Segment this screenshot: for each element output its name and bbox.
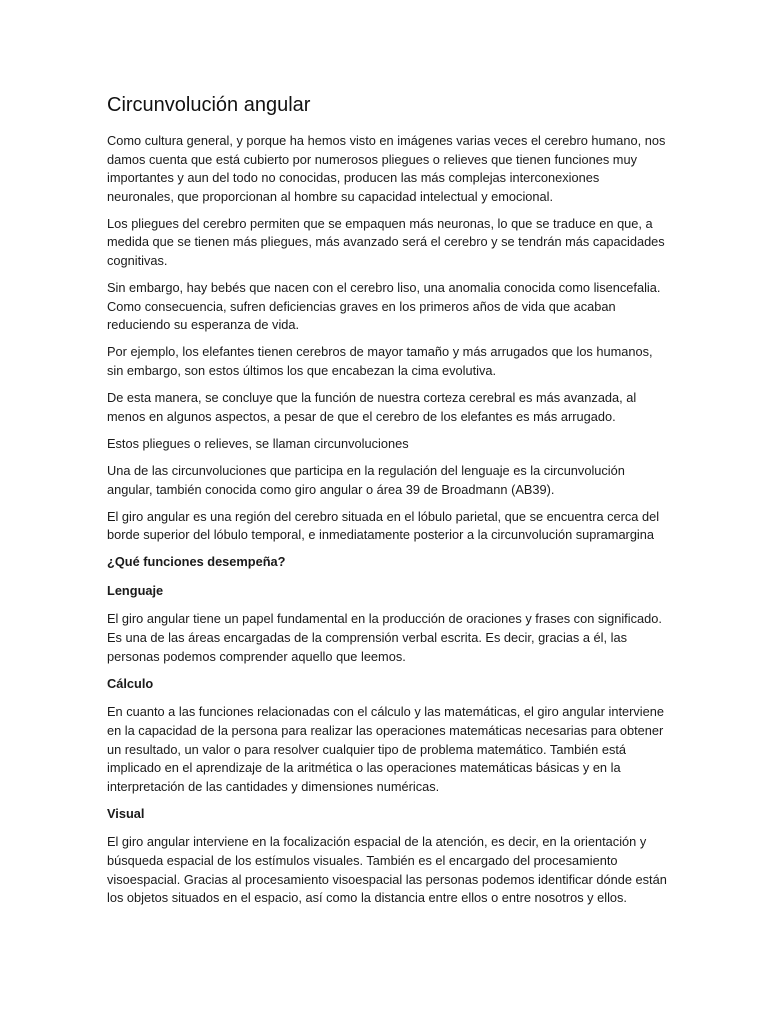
paragraph-conclusion: De esta manera, se concluye que la función de nuestra corteza cerebral es más avanzada, al menos en algunos aspectos, a pesar de que el cerebro de los elefantes es más arrugado. (107, 390, 637, 424)
section-heading-funciones: ¿Qué funciones desempeña? (107, 554, 286, 570)
paragraph-calculo: En cuanto a las funciones relacionadas con el cálculo y las matemáticas, el giro angular interviene en la capacidad de la persona para realizar las operaciones matemáticas necesarias para obtener un resultado, un valor o para resolver cualquier tipo de problema matemático. También está implicado en el aprendizaje de la aritmética o las operaciones matemáticas básicas y en la interpretación de las cantidades y dimensiones numéricas. (107, 704, 664, 794)
paragraph-elefantes: Por ejemplo, los elefantes tienen cerebros de mayor tamaño y más arrugados que los humanos, sin embargo, son estos últimos los que encabezan la cima evolutiva. (107, 344, 653, 379)
paragraph-giro-angular: Una de las circunvoluciones que participa en la regulación del lenguaje es la circunvolución angular, también conocida como giro angular o área 39 de Broadmann (AB39). (107, 462, 625, 497)
page-title: Circunvolución angular (107, 94, 311, 116)
section-heading-lenguaje: Lenguaje (107, 582, 164, 598)
paragraph-visual: El giro angular interviene en la focalización espacial de la atención, es decir, en la orientación y búsqueda espacial de los estímulos visuales. También es el encargado del procesamiento visoespacial. Gracias al procesamiento visoespacial las personas podemos identificar dónde están los objetos situados en el espacio, así como la distancia entre ellos o entre nosotros y ellos. (107, 834, 667, 906)
paragraph-ubicacion: El giro angular es una región del cerebro situada en el lóbulo parietal, que se encuentra cerca del borde superior del lóbulo temporal, e inmediatamente posterior a la circunvolución supramargina (107, 508, 660, 543)
section-heading-visual: Visual (107, 805, 145, 821)
section-heading-calculo: Cálculo (107, 675, 154, 691)
paragraph-intro: Como cultura general, y porque ha hemos visto en imágenes varias veces el cerebro humano, nos damos cuenta que está cubierto por numerosos pliegues o relieves que tienen funciones muy importantes y aun del todo no conocidas, producen las más complejas interconexiones neuronales, que proporcionan al hombre su capacidad intelectual y emocional. (107, 133, 666, 204)
paragraph-lenguaje: El giro angular tiene un papel fundamental en la producción de oraciones y frases con significado. Es una de las áreas encargadas de la comprensión verbal escrita. Es decir, gracias a él, las personas podemos comprender aquello que leemos. (107, 611, 662, 664)
paragraph-lisencefalia: Sin embargo, hay bebés que nacen con el cerebro liso, una anomalia conocida como lisencefalia. Como consecuencia, sufren deficiencias graves en los primeros años de vida que acaban reduciendo su esperanza de vida. (107, 280, 661, 333)
paragraph-circunvoluciones: Estos pliegues o relieves, se llaman circunvoluciones (107, 435, 409, 451)
paragraph-pliegues: Los pliegues del cerebro permiten que se empaquen más neuronas, lo que se traduce en que, a medida que se tienen más pliegues, más avanzado será el cerebro y se tendrán más capacidades cognitivas. (107, 215, 665, 269)
